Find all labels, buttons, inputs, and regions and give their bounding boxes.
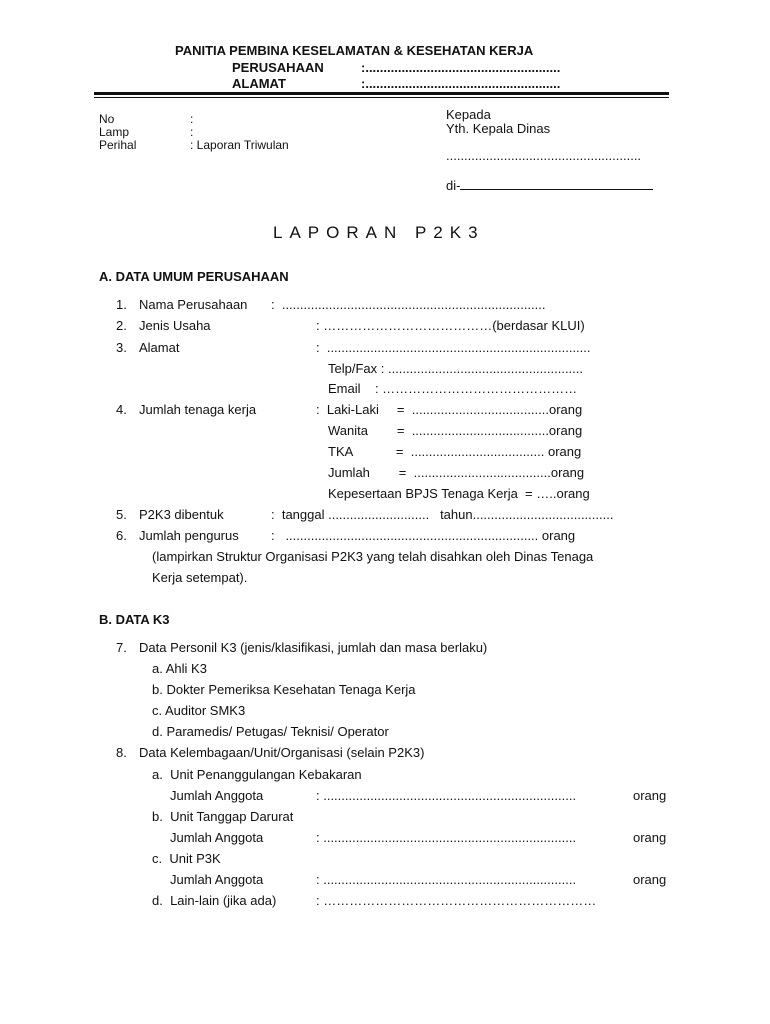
item-1-label: Nama Perusahaan — [139, 297, 248, 312]
recipient-field[interactable]: ...................................................... — [446, 148, 642, 163]
email-field[interactable]: Email : ……………………………………… — [328, 381, 578, 396]
item-5-number: 5. — [116, 507, 127, 522]
item-8-label: Data Kelembagaan/Unit/Organisasi (selain P2K3) — [139, 745, 425, 760]
other-unit-field[interactable]: : ……………………………………………………… — [316, 893, 597, 908]
item-7a: a. Ahli K3 — [152, 661, 207, 676]
page-title: LAPORAN P2K3 — [273, 223, 485, 242]
item-8-number: 8. — [116, 745, 127, 760]
foreign-workers-field[interactable]: TKA = ..................................... orang — [328, 444, 582, 459]
item-5-label: P2K3 dibentuk — [139, 507, 224, 522]
anggota-label-b: Jumlah Anggota — [170, 830, 264, 845]
female-workers-field[interactable]: Wanita = ......................................orang — [328, 423, 583, 438]
item-7-label: Data Personil K3 (jenis/klasifikasi, jumlah dan masa berlaku) — [139, 640, 488, 655]
telp-fax-field[interactable]: Telp/Fax : ...................................................... — [328, 361, 584, 376]
item-8b: b. Unit Tanggap Darurat — [152, 809, 294, 824]
anggota-label-c: Jumlah Anggota — [170, 872, 264, 887]
address-detail-field[interactable]: : ......................................................................... — [316, 340, 591, 355]
no-label: No — [99, 112, 115, 126]
item-4-label: Jumlah tenaga kerja — [139, 402, 257, 417]
header-rule-thick — [94, 92, 669, 95]
note-line-2: Kerja setempat). — [152, 570, 248, 585]
lamp-label: Lamp — [99, 125, 130, 139]
header-rule-thin — [94, 97, 669, 98]
p2k3-formed-field[interactable]: : tanggal ............................ tahun....................................... — [271, 507, 614, 522]
company-name-field[interactable]: : ......................................................................... — [271, 297, 546, 312]
anggota-field-b[interactable]: : ...................................................................... — [316, 830, 577, 845]
yth-label: Yth. Kepala Dinas — [446, 121, 551, 136]
orang-label-b: orang — [633, 830, 667, 845]
item-6-label: Jumlah pengurus — [139, 528, 239, 543]
male-workers-field[interactable]: : Laki-Laki = ......................................orang — [316, 402, 583, 417]
section-b-heading: B. DATA K3 — [99, 612, 170, 627]
item-6-number: 6. — [116, 528, 127, 543]
item-7d: d. Paramedis/ Petugas/ Teknisi/ Operator — [152, 724, 389, 739]
note-line-1: (lampirkan Struktur Organisasi P2K3 yang telah disahkan oleh Dinas Tenaga — [152, 549, 594, 564]
lamp-value[interactable]: : — [190, 125, 194, 139]
board-count-field[interactable]: : ...................................................................... orang — [271, 528, 576, 543]
item-3-number: 3. — [116, 340, 127, 355]
di-underline — [460, 177, 653, 190]
item-8d: d. Lain-lain (jika ada) — [152, 893, 277, 908]
bpjs-field[interactable]: Kepesertaan BPJS Tenaga Kerja = …..orang — [328, 486, 590, 501]
di-line[interactable] — [446, 177, 653, 192]
item-3-label: Alamat — [139, 340, 180, 355]
di-label: di- — [446, 178, 461, 193]
item-7c: c. Auditor SMK3 — [152, 703, 246, 718]
business-type-field[interactable]: : …………………………………(berdasar KLUI) — [316, 318, 585, 333]
address-label: ALAMAT — [232, 76, 286, 91]
company-label: PERUSAHAAN — [232, 60, 324, 75]
anggota-label-a: Jumlah Anggota — [170, 788, 264, 803]
item-7-number: 7. — [116, 640, 127, 655]
orang-label-a: orang — [633, 788, 667, 803]
org-title: PANITIA PEMBINA KESELAMATAN & KESEHATAN KERJA — [175, 43, 534, 58]
no-value[interactable]: : — [190, 112, 194, 126]
anggota-field-a[interactable]: : ...................................................................... — [316, 788, 577, 803]
section-a-heading: A. DATA UMUM PERUSAHAAN — [99, 269, 289, 284]
item-7b: b. Dokter Pemeriksa Kesehatan Tenaga Kerja — [152, 682, 416, 697]
item-1-number: 1. — [116, 297, 127, 312]
item-2-number: 2. — [116, 318, 127, 333]
perihal-value: : Laporan Triwulan — [190, 138, 289, 152]
item-8c: c. Unit P3K — [152, 851, 221, 866]
perihal-label: Perihal — [99, 138, 137, 152]
total-workers-field[interactable]: Jumlah = ......................................orang — [328, 465, 585, 480]
kepada-label: Kepada — [446, 107, 491, 122]
orang-label-c: orang — [633, 872, 667, 887]
address-field[interactable]: :...................................................... — [361, 76, 561, 91]
anggota-field-c[interactable]: : ...................................................................... — [316, 872, 577, 887]
item-4-number: 4. — [116, 402, 127, 417]
company-field[interactable]: :...................................................... — [361, 60, 561, 75]
item-8a: a. Unit Penanggulangan Kebakaran — [152, 767, 362, 782]
item-2-label: Jenis Usaha — [139, 318, 211, 333]
